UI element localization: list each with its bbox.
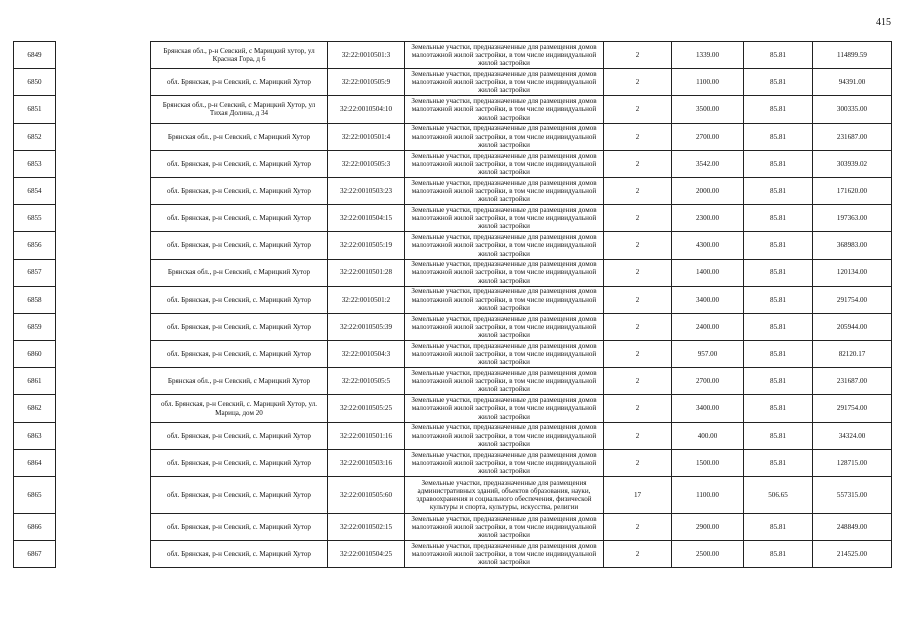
cadastral-value-cell: 82120.17 xyxy=(813,341,892,368)
cadastral-value-cell: 94391.00 xyxy=(813,69,892,96)
area-cell: 3500.00 xyxy=(672,96,744,123)
cadastral-value-cell: 205944.00 xyxy=(813,313,892,340)
area-cell: 2400.00 xyxy=(672,313,744,340)
cadastral-number-cell: 32:22:0010504:3 xyxy=(328,341,405,368)
area-cell: 2500.00 xyxy=(672,541,744,568)
gap-cell xyxy=(56,313,151,340)
cadastral-value-cell: 231687.00 xyxy=(813,368,892,395)
specific-value-cell: 85.81 xyxy=(744,96,813,123)
cadastral-number-cell: 32:22:0010505:39 xyxy=(328,313,405,340)
area-cell: 3400.00 xyxy=(672,395,744,422)
gap-cell xyxy=(56,96,151,123)
cadastral-value-cell: 231687.00 xyxy=(813,123,892,150)
use-group-cell: 2 xyxy=(604,259,672,286)
address-cell: обл. Брянская, р-н Севский, с. Марицкий Хутор xyxy=(151,150,328,177)
address-cell: обл. Брянская, р-н Севский, с. Марицкий Хутор xyxy=(151,541,328,568)
table-row xyxy=(14,232,892,259)
gap-cell xyxy=(56,69,151,96)
land-use-cell: Земельные участки, предназначенные для размещения домов малоэтажной жилой застройки, в том числе индивидуальной жилой застройки xyxy=(405,422,604,449)
land-use-cell: Земельные участки, предназначенные для размещения домов малоэтажной жилой застройки, в том числе индивидуальной жилой застройки xyxy=(405,449,604,476)
cadastral-number-cell: 32:22:0010505:9 xyxy=(328,69,405,96)
address-cell: обл. Брянская, р-н Севский, с. Марицкий Хутор xyxy=(151,205,328,232)
row-number-cell: 6867 xyxy=(14,541,56,568)
row-number-cell: 6864 xyxy=(14,449,56,476)
table-row xyxy=(14,69,892,96)
cadastral-value-cell: 128715.00 xyxy=(813,449,892,476)
cadastral-number-cell: 32:22:0010501:4 xyxy=(328,123,405,150)
table-row xyxy=(14,177,892,204)
row-number-cell: 6856 xyxy=(14,232,56,259)
address-cell: обл. Брянская, р-н Севский, с. Марицкий Хутор xyxy=(151,69,328,96)
cadastral-number-cell: 32:22:0010504:15 xyxy=(328,205,405,232)
address-cell: Брянская обл., р-н Севский, с Марицкий Хутор xyxy=(151,259,328,286)
specific-value-cell: 85.81 xyxy=(744,313,813,340)
land-use-cell: Земельные участки, предназначенные для размещения домов малоэтажной жилой застройки, в том числе индивидуальной жилой застройки xyxy=(405,541,604,568)
specific-value-cell: 85.81 xyxy=(744,123,813,150)
table-row xyxy=(14,449,892,476)
area-cell: 2700.00 xyxy=(672,123,744,150)
table-body xyxy=(14,42,892,568)
use-group-cell: 2 xyxy=(604,123,672,150)
row-number-cell: 6858 xyxy=(14,286,56,313)
row-number-cell: 6866 xyxy=(14,514,56,541)
page-number: 415 xyxy=(876,17,891,28)
gap-cell xyxy=(56,541,151,568)
specific-value-cell: 85.81 xyxy=(744,422,813,449)
cadastral-value-cell: 248849.00 xyxy=(813,514,892,541)
address-cell: обл. Брянская, р-н Севский, с. Марицкий Хутор xyxy=(151,477,328,514)
specific-value-cell: 85.81 xyxy=(744,259,813,286)
area-cell: 1100.00 xyxy=(672,477,744,514)
cadastral-number-cell: 32:22:0010504:25 xyxy=(328,541,405,568)
table-row xyxy=(14,123,892,150)
table-row xyxy=(14,395,892,422)
land-use-cell: Земельные участки, предназначенные для размещения домов малоэтажной жилой застройки, в том числе индивидуальной жилой застройки xyxy=(405,42,604,69)
table-row xyxy=(14,541,892,568)
area-cell: 1100.00 xyxy=(672,69,744,96)
gap-cell xyxy=(56,286,151,313)
gap-cell xyxy=(56,422,151,449)
row-number-cell: 6857 xyxy=(14,259,56,286)
row-number-cell: 6862 xyxy=(14,395,56,422)
cadastral-value-cell: 368983.00 xyxy=(813,232,892,259)
use-group-cell: 2 xyxy=(604,368,672,395)
cadastral-value-cell: 303939.02 xyxy=(813,150,892,177)
row-number-cell: 6849 xyxy=(14,42,56,69)
row-number-cell: 6850 xyxy=(14,69,56,96)
gap-cell xyxy=(56,150,151,177)
cadastral-number-cell: 32:22:0010505:5 xyxy=(328,368,405,395)
cadastral-value-table xyxy=(13,41,892,568)
land-use-cell: Земельные участки, предназначенные для размещения домов малоэтажной жилой застройки, в том числе индивидуальной жилой застройки xyxy=(405,96,604,123)
row-number-cell: 6855 xyxy=(14,205,56,232)
area-cell: 1400.00 xyxy=(672,259,744,286)
row-number-cell: 6851 xyxy=(14,96,56,123)
cadastral-number-cell: 32:22:0010503:16 xyxy=(328,449,405,476)
land-use-cell: Земельные участки, предназначенные для размещения домов малоэтажной жилой застройки, в том числе индивидуальной жилой застройки xyxy=(405,232,604,259)
area-cell: 2700.00 xyxy=(672,368,744,395)
use-group-cell: 2 xyxy=(604,96,672,123)
row-number-cell: 6860 xyxy=(14,341,56,368)
area-cell: 1339.00 xyxy=(672,42,744,69)
gap-cell xyxy=(56,368,151,395)
land-use-cell: Земельные участки, предназначенные для размещения административных зданий, объектов образования, науки, здравоохранения и социального обеспечения, физической культуры и спорта, культуры, искусства, религии xyxy=(405,477,604,514)
gap-cell xyxy=(56,42,151,69)
use-group-cell: 2 xyxy=(604,205,672,232)
table-row xyxy=(14,477,892,514)
address-cell: обл. Брянская, р-н Севский, с. Марицкий Хутор xyxy=(151,449,328,476)
specific-value-cell: 506.65 xyxy=(744,477,813,514)
address-cell: Брянская обл., р-н Севский, с Марицкий хутор, ул Красная Гора, д 6 xyxy=(151,42,328,69)
table-row xyxy=(14,514,892,541)
use-group-cell: 2 xyxy=(604,313,672,340)
area-cell: 4300.00 xyxy=(672,232,744,259)
cadastral-number-cell: 32:22:0010503:23 xyxy=(328,177,405,204)
use-group-cell: 2 xyxy=(604,150,672,177)
use-group-cell: 2 xyxy=(604,514,672,541)
specific-value-cell: 85.81 xyxy=(744,205,813,232)
gap-cell xyxy=(56,341,151,368)
land-use-cell: Земельные участки, предназначенные для размещения домов малоэтажной жилой застройки, в том числе индивидуальной жилой застройки xyxy=(405,368,604,395)
row-number-cell: 6854 xyxy=(14,177,56,204)
land-use-cell: Земельные участки, предназначенные для размещения домов малоэтажной жилой застройки, в том числе индивидуальной жилой застройки xyxy=(405,259,604,286)
address-cell: Брянская обл., р-н Севский, с Марицкий Хутор xyxy=(151,123,328,150)
table-row xyxy=(14,313,892,340)
specific-value-cell: 85.81 xyxy=(744,150,813,177)
use-group-cell: 2 xyxy=(604,232,672,259)
cadastral-value-cell: 291754.00 xyxy=(813,286,892,313)
use-group-cell: 2 xyxy=(604,449,672,476)
area-cell: 1500.00 xyxy=(672,449,744,476)
specific-value-cell: 85.81 xyxy=(744,177,813,204)
gap-cell xyxy=(56,177,151,204)
area-cell: 3400.00 xyxy=(672,286,744,313)
table-row xyxy=(14,422,892,449)
table-row xyxy=(14,259,892,286)
cadastral-number-cell: 32:22:0010501:28 xyxy=(328,259,405,286)
address-cell: обл. Брянская, р-н Севский, с. Марицкий Хутор xyxy=(151,313,328,340)
area-cell: 2000.00 xyxy=(672,177,744,204)
cadastral-number-cell: 32:22:0010505:19 xyxy=(328,232,405,259)
cadastral-number-cell: 32:22:0010501:3 xyxy=(328,42,405,69)
use-group-cell: 2 xyxy=(604,422,672,449)
address-cell: обл. Брянская, р-н Севский, с. Марицкий Хутор xyxy=(151,232,328,259)
gap-cell xyxy=(56,123,151,150)
gap-cell xyxy=(56,514,151,541)
area-cell: 957.00 xyxy=(672,341,744,368)
specific-value-cell: 85.81 xyxy=(744,232,813,259)
use-group-cell: 2 xyxy=(604,177,672,204)
row-number-cell: 6861 xyxy=(14,368,56,395)
land-use-cell: Земельные участки, предназначенные для размещения домов малоэтажной жилой застройки, в том числе индивидуальной жилой застройки xyxy=(405,341,604,368)
address-cell: обл. Брянская, р-н Севский, с. Марицкий Хутор, ул. Марица, дом 20 xyxy=(151,395,328,422)
land-use-cell: Земельные участки, предназначенные для размещения домов малоэтажной жилой застройки, в том числе индивидуальной жилой застройки xyxy=(405,69,604,96)
table-row xyxy=(14,205,892,232)
address-cell: Брянская обл., р-н Севский, с Марицкий Хутор xyxy=(151,368,328,395)
row-number-cell: 6863 xyxy=(14,422,56,449)
cadastral-value-cell: 120134.00 xyxy=(813,259,892,286)
address-cell: обл. Брянская, р-н Севский, с. Марицкий Хутор xyxy=(151,422,328,449)
cadastral-value-cell: 197363.00 xyxy=(813,205,892,232)
use-group-cell: 2 xyxy=(604,541,672,568)
cadastral-number-cell: 32:22:0010505:60 xyxy=(328,477,405,514)
cadastral-number-cell: 32:22:0010502:15 xyxy=(328,514,405,541)
land-use-cell: Земельные участки, предназначенные для размещения домов малоэтажной жилой застройки, в том числе индивидуальной жилой застройки xyxy=(405,150,604,177)
address-cell: обл. Брянская, р-н Севский, с. Марицкий Хутор xyxy=(151,286,328,313)
specific-value-cell: 85.81 xyxy=(744,541,813,568)
table-row xyxy=(14,42,892,69)
table-row xyxy=(14,341,892,368)
use-group-cell: 2 xyxy=(604,341,672,368)
land-use-cell: Земельные участки, предназначенные для размещения домов малоэтажной жилой застройки, в том числе индивидуальной жилой застройки xyxy=(405,395,604,422)
gap-cell xyxy=(56,477,151,514)
area-cell: 2900.00 xyxy=(672,514,744,541)
land-use-cell: Земельные участки, предназначенные для размещения домов малоэтажной жилой застройки, в том числе индивидуальной жилой застройки xyxy=(405,205,604,232)
land-use-cell: Земельные участки, предназначенные для размещения домов малоэтажной жилой застройки, в том числе индивидуальной жилой застройки xyxy=(405,123,604,150)
specific-value-cell: 85.81 xyxy=(744,286,813,313)
use-group-cell: 2 xyxy=(604,395,672,422)
row-number-cell: 6859 xyxy=(14,313,56,340)
cadastral-number-cell: 32:22:0010504:10 xyxy=(328,96,405,123)
land-use-cell: Земельные участки, предназначенные для размещения домов малоэтажной жилой застройки, в том числе индивидуальной жилой застройки xyxy=(405,514,604,541)
area-cell: 3542.00 xyxy=(672,150,744,177)
land-use-cell: Земельные участки, предназначенные для размещения домов малоэтажной жилой застройки, в том числе индивидуальной жилой застройки xyxy=(405,177,604,204)
gap-cell xyxy=(56,259,151,286)
land-use-cell: Земельные участки, предназначенные для размещения домов малоэтажной жилой застройки, в том числе индивидуальной жилой застройки xyxy=(405,286,604,313)
row-number-cell: 6852 xyxy=(14,123,56,150)
cadastral-value-cell: 214525.00 xyxy=(813,541,892,568)
table-row xyxy=(14,96,892,123)
use-group-cell: 2 xyxy=(604,286,672,313)
address-cell: обл. Брянская, р-н Севский, с. Марицкий Хутор xyxy=(151,514,328,541)
table-row xyxy=(14,286,892,313)
specific-value-cell: 85.81 xyxy=(744,341,813,368)
cadastral-number-cell: 32:22:0010501:16 xyxy=(328,422,405,449)
specific-value-cell: 85.81 xyxy=(744,514,813,541)
gap-cell xyxy=(56,395,151,422)
gap-cell xyxy=(56,205,151,232)
cadastral-value-cell: 114899.59 xyxy=(813,42,892,69)
specific-value-cell: 85.81 xyxy=(744,368,813,395)
cadastral-number-cell: 32:22:0010505:25 xyxy=(328,395,405,422)
cadastral-value-cell: 171620.00 xyxy=(813,177,892,204)
specific-value-cell: 85.81 xyxy=(744,395,813,422)
cadastral-value-cell: 34324.00 xyxy=(813,422,892,449)
cadastral-number-cell: 32:22:0010505:3 xyxy=(328,150,405,177)
cadastral-value-cell: 300335.00 xyxy=(813,96,892,123)
address-cell: обл. Брянская, р-н Севский, с. Марицкий Хутор xyxy=(151,341,328,368)
table-row xyxy=(14,368,892,395)
cadastral-value-cell: 557315.00 xyxy=(813,477,892,514)
gap-cell xyxy=(56,449,151,476)
specific-value-cell: 85.81 xyxy=(744,69,813,96)
address-cell: Брянская обл., р-н Севский, с Марицкий Хутор, ул Тихая Долина, д 34 xyxy=(151,96,328,123)
address-cell: обл. Брянская, р-н Севский, с. Марицкий Хутор xyxy=(151,177,328,204)
area-cell: 2300.00 xyxy=(672,205,744,232)
land-use-cell: Земельные участки, предназначенные для размещения домов малоэтажной жилой застройки, в том числе индивидуальной жилой застройки xyxy=(405,313,604,340)
row-number-cell: 6853 xyxy=(14,150,56,177)
gap-cell xyxy=(56,232,151,259)
use-group-cell: 2 xyxy=(604,42,672,69)
use-group-cell: 2 xyxy=(604,69,672,96)
use-group-cell: 17 xyxy=(604,477,672,514)
specific-value-cell: 85.81 xyxy=(744,449,813,476)
specific-value-cell: 85.81 xyxy=(744,42,813,69)
area-cell: 400.00 xyxy=(672,422,744,449)
cadastral-number-cell: 32:22:0010501:2 xyxy=(328,286,405,313)
table-row xyxy=(14,150,892,177)
row-number-cell: 6865 xyxy=(14,477,56,514)
cadastral-value-cell: 291754.00 xyxy=(813,395,892,422)
